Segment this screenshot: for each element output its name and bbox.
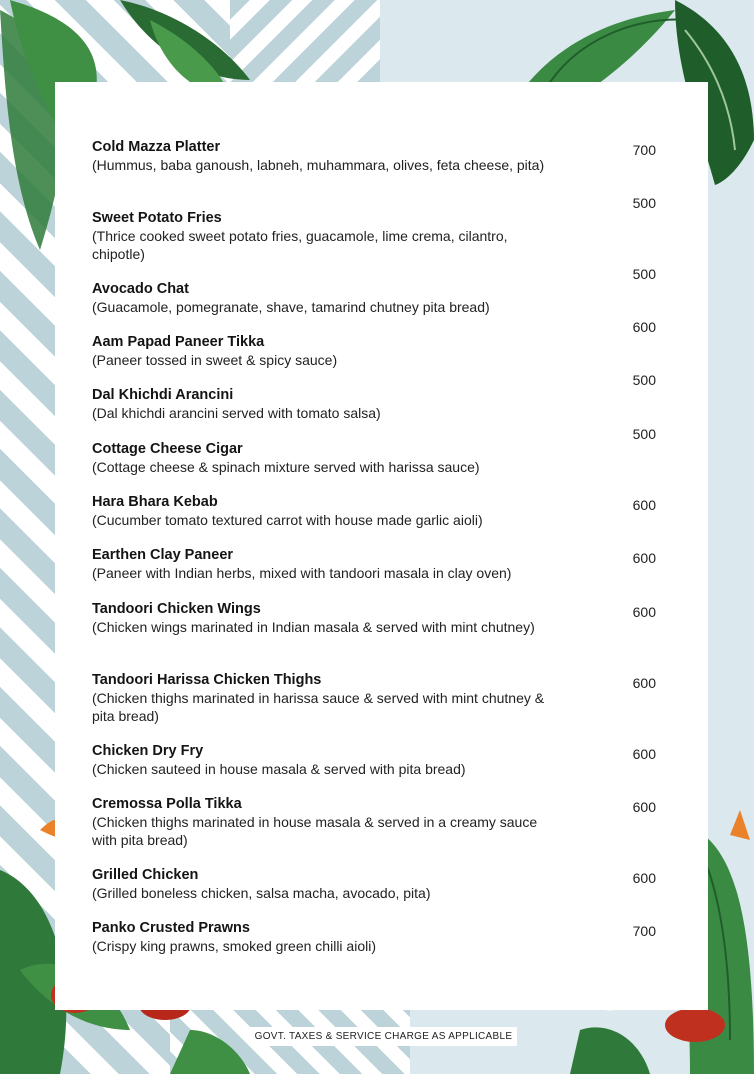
item-description: (Dal khichdi arancini served with tomato salsa) xyxy=(92,405,381,421)
item-name: Cottage Cheese Cigar xyxy=(92,441,243,457)
item-description: (Chicken wings marinated in Indian masala & served with mint chutney) xyxy=(92,619,535,635)
item-name: Panko Crusted Prawns xyxy=(92,920,250,936)
item-price: 700 xyxy=(632,142,656,158)
item-name: Chicken Dry Fry xyxy=(92,743,204,759)
menu-item xyxy=(92,600,672,636)
item-description: (Thrice cooked sweet potato fries, guacamole, lime crema, cilantro, chipotle) xyxy=(92,228,508,262)
item-price: 500 xyxy=(632,266,656,282)
item-description: (Cucumber tomato textured carrot with house made garlic aioli) xyxy=(92,512,483,528)
item-price: 500 xyxy=(632,372,656,388)
item-price: 600 xyxy=(632,497,656,513)
item-name: Cremossa Polla Tikka xyxy=(92,796,242,812)
item-name: Tandoori Harissa Chicken Thighs xyxy=(92,672,322,688)
item-description: (Paneer tossed in sweet & spicy sauce) xyxy=(92,352,338,368)
item-description: (Paneer with Indian herbs, mixed with tandoori masala in clay oven) xyxy=(92,565,512,581)
item-name: Sweet Potato Fries xyxy=(92,210,222,226)
item-price: 500 xyxy=(632,195,656,211)
item-price: 700 xyxy=(632,923,656,939)
item-price: 600 xyxy=(632,799,656,815)
item-description: (Chicken thighs marinated in harissa sauce & served with mint chutney & pita bread) xyxy=(92,690,545,724)
item-description: (Chicken sauteed in house masala & served with pita bread) xyxy=(92,761,466,777)
tax-note: GOVT. TAXES & SERVICE CHARGE AS APPLICABLE xyxy=(250,1027,517,1046)
item-name: Dal Khichdi Arancini xyxy=(92,387,234,403)
menu-item xyxy=(92,426,672,476)
item-price: 600 xyxy=(632,550,656,566)
item-name: Avocado Chat xyxy=(92,281,189,297)
menu-item xyxy=(92,919,672,955)
menu-item xyxy=(92,493,672,529)
item-description: (Cottage cheese & spinach mixture served with harissa sauce) xyxy=(92,459,480,475)
item-price: 600 xyxy=(632,746,656,762)
item-description: (Hummus, baba ganoush, labneh, muhammara, olives, feta cheese, pita) xyxy=(92,157,545,173)
item-description: (Grilled boneless chicken, salsa macha, avocado, pita) xyxy=(92,885,431,901)
item-name: Hara Bhara Kebab xyxy=(92,494,218,510)
item-name: Earthen Clay Paneer xyxy=(92,547,234,563)
item-name: Tandoori Chicken Wings xyxy=(92,601,261,617)
menu-item xyxy=(92,795,672,849)
menu-item xyxy=(92,742,672,778)
menu-item xyxy=(92,138,672,174)
item-name: Aam Papad Paneer Tikka xyxy=(92,334,265,350)
menu-item xyxy=(92,866,672,902)
menu-item xyxy=(92,671,672,725)
item-price: 600 xyxy=(632,604,656,620)
menu-item xyxy=(92,372,672,422)
menu-item xyxy=(92,195,672,263)
menu-item xyxy=(92,266,672,316)
item-price: 600 xyxy=(632,870,656,886)
menu-item xyxy=(92,319,672,369)
menu-item xyxy=(92,546,672,582)
item-description: (Crispy king prawns, smoked green chilli aioli) xyxy=(92,938,376,954)
item-description: (Guacamole, pomegranate, shave, tamarind chutney pita bread) xyxy=(92,299,490,315)
item-price: 500 xyxy=(632,426,656,442)
item-price: 600 xyxy=(632,319,656,335)
item-name: Cold Mazza Platter xyxy=(92,139,221,155)
item-price: 600 xyxy=(632,675,656,691)
item-description: (Chicken thighs marinated in house masala & served in a creamy sauce with pita bread) xyxy=(92,814,538,848)
item-name: Grilled Chicken xyxy=(92,867,199,883)
